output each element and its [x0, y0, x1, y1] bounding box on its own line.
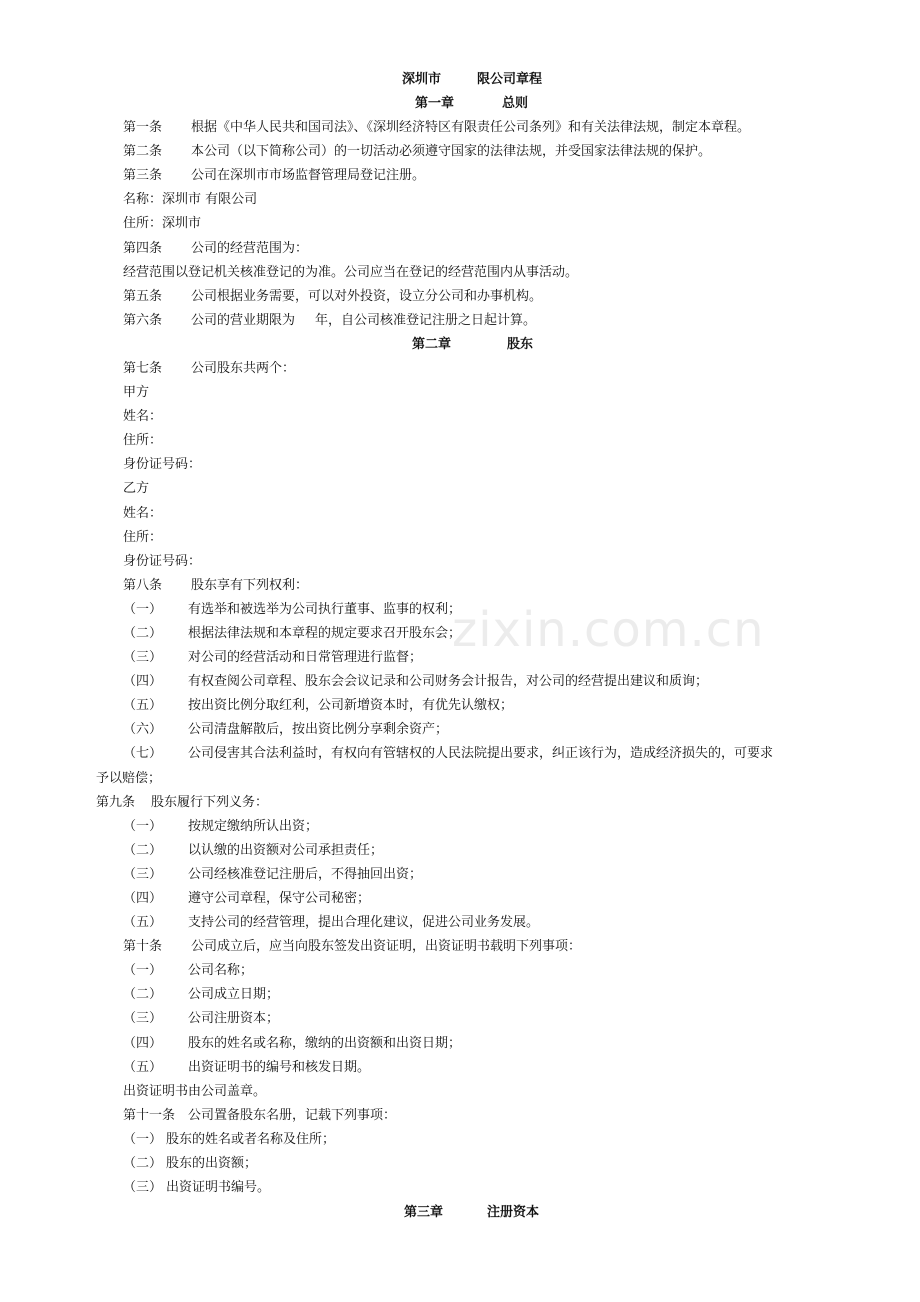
article-6-text-b: 年，自公司核准登记注册之日起计算。 [315, 313, 537, 328]
article-2-text: 本公司（以下简称公司）的一切活动必须遵守国家的法律法规，并受国家法律法规的保护。 [191, 144, 712, 159]
chapter-3-number: 第三章 [404, 1205, 444, 1220]
chapter-3-heading [404, 1205, 539, 1221]
list-item-number: （六） [123, 722, 163, 737]
article-7 [123, 361, 295, 377]
list-item-number: （五） [123, 698, 163, 713]
party-b-name: 姓名： [123, 506, 163, 521]
list-item-text: 股东的姓名或名称，缴纳的出资额和出资日期； [188, 1036, 462, 1051]
article-8-text: 股东享有下列权利： [191, 578, 309, 593]
list-item [123, 1011, 279, 1027]
list-item-number: （四） [123, 891, 163, 906]
list-item-number: （五） [123, 915, 163, 930]
article-5 [123, 289, 542, 305]
list-item-text: 出资证明书的编号和核发日期。 [188, 1060, 371, 1075]
article-11 [123, 1108, 396, 1124]
list-item [123, 1180, 270, 1196]
list-item-text: 股东的出资额； [166, 1156, 258, 1171]
list-item [123, 722, 448, 738]
list-item [123, 819, 318, 835]
article-11-label: 第十一条 [123, 1108, 176, 1123]
article-10-text: 公司成立后，应当向股东签发出资证明，出资证明书载明下列事项： [191, 939, 582, 954]
article-7-text: 公司股东共两个： [191, 361, 296, 376]
list-item-number: （二） [123, 1156, 163, 1171]
article-6-text-a: 公司的营业期限为 [191, 313, 296, 328]
chapter-2-number: 第二章 [412, 337, 452, 352]
article-4 [123, 241, 308, 257]
list-item-text: 公司经核准登记注册后，不得抽回出资； [188, 867, 423, 882]
list-item-number: （一） [123, 819, 163, 834]
list-item-text: 遵守公司章程，保守公司秘密； [188, 891, 371, 906]
list-item [123, 891, 370, 907]
doc-title-city: 深圳市 [402, 72, 442, 87]
article-1-label: 第一条 [123, 120, 163, 135]
list-item [123, 1036, 461, 1052]
list-item-text: 公司清盘解散后，按出资比例分享剩余资产； [188, 722, 449, 737]
article-4-label: 第四条 [123, 241, 163, 256]
list-item-text: 公司注册资本； [188, 1011, 280, 1026]
chapter-2-heading [412, 337, 533, 353]
article-1 [123, 120, 750, 136]
company-address-line: 住所：深圳市 [123, 216, 202, 231]
article-8-label: 第八条 [123, 578, 163, 593]
list-item-text: 有权查阅公司章程、股东会会议记录和公司财务会计报告，对公司的经营提出建议和质询； [188, 674, 709, 689]
article-2-label: 第二条 [123, 144, 163, 159]
list-item-number: （二） [123, 987, 163, 1002]
doc-title-company: 限公司章程 [477, 72, 543, 87]
list-item [123, 674, 708, 690]
list-item [123, 746, 773, 762]
article-8 [123, 578, 308, 594]
party-b-address: 住所： [123, 530, 163, 545]
article-5-text: 公司根据业务需要，可以对外投资，设立分公司和办事机构。 [191, 289, 543, 304]
list-item [123, 1156, 257, 1172]
list-item-number: （三） [123, 867, 163, 882]
list-item-number: （四） [123, 1036, 163, 1051]
list-item-text: 按出资比例分取红利，公司新增资本时，有优先认缴权； [188, 698, 514, 713]
party-b-title: 乙方 [123, 481, 150, 496]
list-item-number: （三） [123, 650, 163, 665]
party-a-address: 住所： [123, 433, 163, 448]
chapter-1-number: 第一章 [415, 96, 455, 111]
list-item-text: 按规定缴纳所认出资； [188, 819, 319, 834]
doc-title [402, 72, 542, 88]
article-3 [123, 168, 425, 184]
watermark: zixin.com.cn [452, 602, 765, 658]
list-item-text: 对公司的经营活动和日常管理进行监督； [188, 650, 423, 665]
list-item-number: （五） [123, 1060, 163, 1075]
chapter-2-title: 股东 [507, 337, 534, 352]
chapter-1-heading [415, 96, 528, 112]
list-item-number: （一） [123, 963, 163, 978]
article-3-text: 公司在深圳市市场监督管理局登记注册。 [191, 168, 426, 183]
chapter-1-title: 总则 [502, 96, 529, 111]
list-item [123, 1132, 335, 1148]
party-a-name: 姓名： [123, 409, 163, 424]
list-item-number: （二） [123, 626, 163, 641]
list-item [123, 1060, 370, 1076]
article-11-text: 公司置备股东名册，记载下列事项： [188, 1108, 397, 1123]
list-item [123, 650, 422, 666]
article-7-label: 第七条 [123, 361, 163, 376]
chapter-3-title: 注册资本 [487, 1205, 540, 1220]
list-item-number: （三） [123, 1011, 163, 1026]
article-4-continuation: 经营范围以登记机关核准登记的为准。公司应当在登记的经营范围内从事活动。 [123, 265, 579, 280]
article-9-text: 股东履行下列义务： [151, 795, 269, 810]
article-6 [123, 313, 536, 329]
list-item-number: （七） [123, 746, 163, 761]
list-item [123, 963, 253, 979]
article-9 [96, 795, 268, 811]
list-item [123, 843, 383, 859]
article-8-continuation: 予以赔偿； [96, 771, 162, 786]
list-item-number: （三） [123, 1180, 163, 1195]
list-item [123, 626, 461, 642]
article-10-label: 第十条 [123, 939, 163, 954]
article-10 [123, 939, 581, 955]
article-6-label: 第六条 [123, 313, 163, 328]
list-item [123, 602, 461, 618]
list-item-number: （四） [123, 674, 163, 689]
list-item [123, 915, 539, 931]
list-item [123, 987, 279, 1003]
article-10-continuation: 出资证明书由公司盖章。 [123, 1084, 267, 1099]
list-item-text: 出资证明书编号。 [166, 1180, 271, 1195]
list-item-number: （一） [123, 602, 163, 617]
party-a-id: 身份证号码： [123, 457, 202, 472]
list-item-number: （一） [123, 1132, 163, 1147]
list-item [123, 698, 513, 714]
article-5-label: 第五条 [123, 289, 163, 304]
party-b-id: 身份证号码： [123, 554, 202, 569]
article-1-text: 根据《中华人民共和国司法》、《深圳经济特区有限责任公司条列》和有关法律法规，制定本章程。 [191, 120, 751, 135]
article-9-label: 第九条 [96, 795, 136, 810]
list-item [123, 867, 422, 883]
list-item-text: 公司侵害其合法利益时，有权向有管辖权的人民法院提出要求，纠正该行为，造成经济损失的，可要求 [188, 746, 774, 761]
list-item-text: 以认缴的出资额对公司承担责任； [188, 843, 384, 858]
list-item-number: （二） [123, 843, 163, 858]
company-name-line: 名称：深圳市 有限公司 [123, 192, 258, 207]
article-4-text: 公司的经营范围为： [191, 241, 309, 256]
article-2 [123, 144, 711, 160]
party-a-title: 甲方 [123, 385, 150, 400]
list-item-text: 根据法律法规和本章程的规定要求召开股东会； [188, 626, 462, 641]
article-3-label: 第三条 [123, 168, 163, 183]
list-item-text: 有选举和被选举为公司执行董事、监事的权利； [188, 602, 462, 617]
list-item-text: 支持公司的经营管理，提出合理化建议，促进公司业务发展。 [188, 915, 540, 930]
list-item-text: 股东的姓名或者名称及住所； [166, 1132, 336, 1147]
list-item-text: 公司成立日期； [188, 987, 280, 1002]
list-item-text: 公司名称； [188, 963, 254, 978]
